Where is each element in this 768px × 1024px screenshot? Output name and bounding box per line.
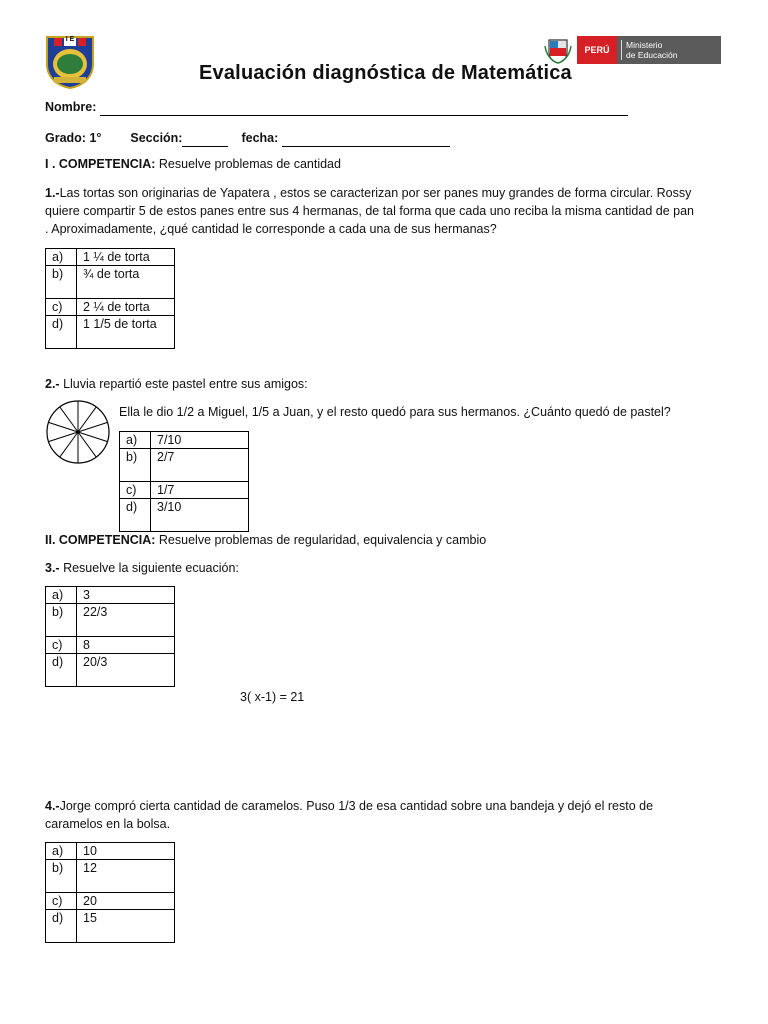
option-row[interactable]: [46, 860, 175, 893]
question-1-line1: Las tortas son originarias de Yapatera , estos se caracterizan por ser panes muy grandes de forma circular. Rossy: [59, 186, 692, 200]
question-4-number: 4.-: [45, 799, 60, 813]
fecha-input[interactable]: [282, 132, 450, 147]
option-label: b): [46, 604, 77, 637]
option-row[interactable]: [46, 249, 175, 266]
option-value: 12: [77, 860, 175, 893]
school-crest-letters: I E: [65, 36, 75, 43]
option-value: 1 ¼ de torta: [77, 249, 175, 266]
question-4-line1: Jorge compró cierta cantidad de caramelos. Puso 1/3 de esa cantidad sobre una bandeja y dejó el resto de: [59, 799, 654, 813]
question-2-question: Ella le dio 1/2 a Miguel, 1/5 a Juan, y el resto quedó para sus hermanos. ¿Cuánto quedó de pastel?: [119, 405, 671, 419]
ministry-badge: [617, 36, 721, 64]
option-value: 20/3: [77, 654, 175, 687]
section-2-heading: [45, 531, 486, 549]
section-1-text: Resuelve problemas de cantidad: [158, 157, 341, 171]
option-value: 22/3: [77, 604, 175, 637]
option-value: 2 ¼ de torta: [77, 299, 175, 316]
option-label: b): [46, 266, 77, 299]
option-value: 10: [77, 843, 175, 860]
question-2-number: 2.-: [45, 377, 60, 391]
question-1-line3: . Aproximadamente, ¿qué cantidad le corresponde a cada una de sus hermanas?: [45, 222, 497, 236]
nombre-row: [45, 98, 645, 116]
section-1-heading: [45, 155, 341, 173]
option-label: a): [46, 249, 77, 266]
option-row[interactable]: [46, 316, 175, 349]
seccion-label: Sección:: [130, 131, 183, 145]
option-label: b): [46, 860, 77, 893]
option-value: 3: [77, 587, 175, 604]
peru-shield-icon: [543, 36, 573, 64]
question-3-equation: 3( x-1) = 21: [240, 690, 305, 704]
option-row[interactable]: [120, 432, 249, 449]
ministry-line2: de Educación: [626, 50, 678, 60]
option-value: 2/7: [151, 449, 249, 482]
option-row[interactable]: [46, 637, 175, 654]
question-3-text: [45, 559, 239, 577]
option-label: a): [120, 432, 151, 449]
option-row[interactable]: [46, 587, 175, 604]
option-value: 20: [77, 893, 175, 910]
option-value: 1/7: [151, 482, 249, 499]
peru-badge: [577, 36, 617, 64]
option-row[interactable]: [46, 910, 175, 943]
seccion-input[interactable]: [182, 132, 228, 147]
question-3-number: 3.-: [45, 561, 60, 575]
option-label: c): [46, 893, 77, 910]
question-2-text: [45, 375, 308, 393]
section-2-text: Resuelve problemas de regularidad, equivalencia y cambio: [158, 533, 487, 547]
option-label: a): [46, 843, 77, 860]
option-value: 3/10: [151, 499, 249, 532]
option-label: d): [46, 316, 77, 349]
question-1-options: [45, 248, 175, 349]
option-value: 15: [77, 910, 175, 943]
fecha-label: fecha:: [241, 131, 279, 145]
option-label: d): [120, 499, 151, 532]
option-label: c): [46, 299, 77, 316]
peru-label: PERÚ: [584, 45, 610, 55]
option-row[interactable]: [120, 499, 249, 532]
question-2-options: [119, 431, 249, 532]
option-row[interactable]: [46, 299, 175, 316]
option-row[interactable]: [46, 266, 175, 299]
question-4-line2: caramelos en la bolsa.: [45, 817, 171, 831]
ministry-line1: Ministerio: [626, 40, 663, 50]
option-row[interactable]: [120, 482, 249, 499]
option-row[interactable]: [46, 843, 175, 860]
question-3-intro: Resuelve la siguiente ecuación:: [63, 561, 239, 575]
question-3-options: [45, 586, 175, 687]
option-label: b): [120, 449, 151, 482]
question-1-number: 1.-: [45, 186, 60, 200]
question-4-options: [45, 842, 175, 943]
nombre-input[interactable]: [100, 101, 628, 116]
option-label: d): [46, 654, 77, 687]
question-1-text: [45, 184, 735, 238]
question-4-text: [45, 797, 735, 833]
section-2-prefix: II. COMPETENCIA:: [45, 533, 156, 547]
option-row[interactable]: [46, 654, 175, 687]
option-value: 8: [77, 637, 175, 654]
option-value: ¾ de torta: [77, 266, 175, 299]
cake-pie-icon: [45, 399, 111, 465]
ministry-logo: [543, 36, 721, 64]
question-2-intro: Lluvia repartió este pastel entre sus amigos:: [63, 377, 308, 391]
page-title: Evaluación diagnóstica de Matemática: [199, 62, 572, 84]
option-value: 7/10: [151, 432, 249, 449]
option-label: c): [46, 637, 77, 654]
option-value: 1 1/5 de torta: [77, 316, 175, 349]
option-label: c): [120, 482, 151, 499]
nombre-label: Nombre:: [45, 100, 97, 114]
option-label: a): [46, 587, 77, 604]
section-1-prefix: I . COMPETENCIA:: [45, 157, 156, 171]
option-label: d): [46, 910, 77, 943]
option-row[interactable]: [46, 893, 175, 910]
grado-label: Grado: 1°: [45, 131, 102, 145]
option-row[interactable]: [46, 604, 175, 637]
grado-row: [45, 129, 645, 147]
question-1-line2: quiere compartir 5 de estos panes entre sus 4 hermanas, de tal forma que cada uno reciba la misma cantidad de pan: [45, 204, 694, 218]
school-crest-icon: [44, 34, 96, 90]
option-row[interactable]: [120, 449, 249, 482]
